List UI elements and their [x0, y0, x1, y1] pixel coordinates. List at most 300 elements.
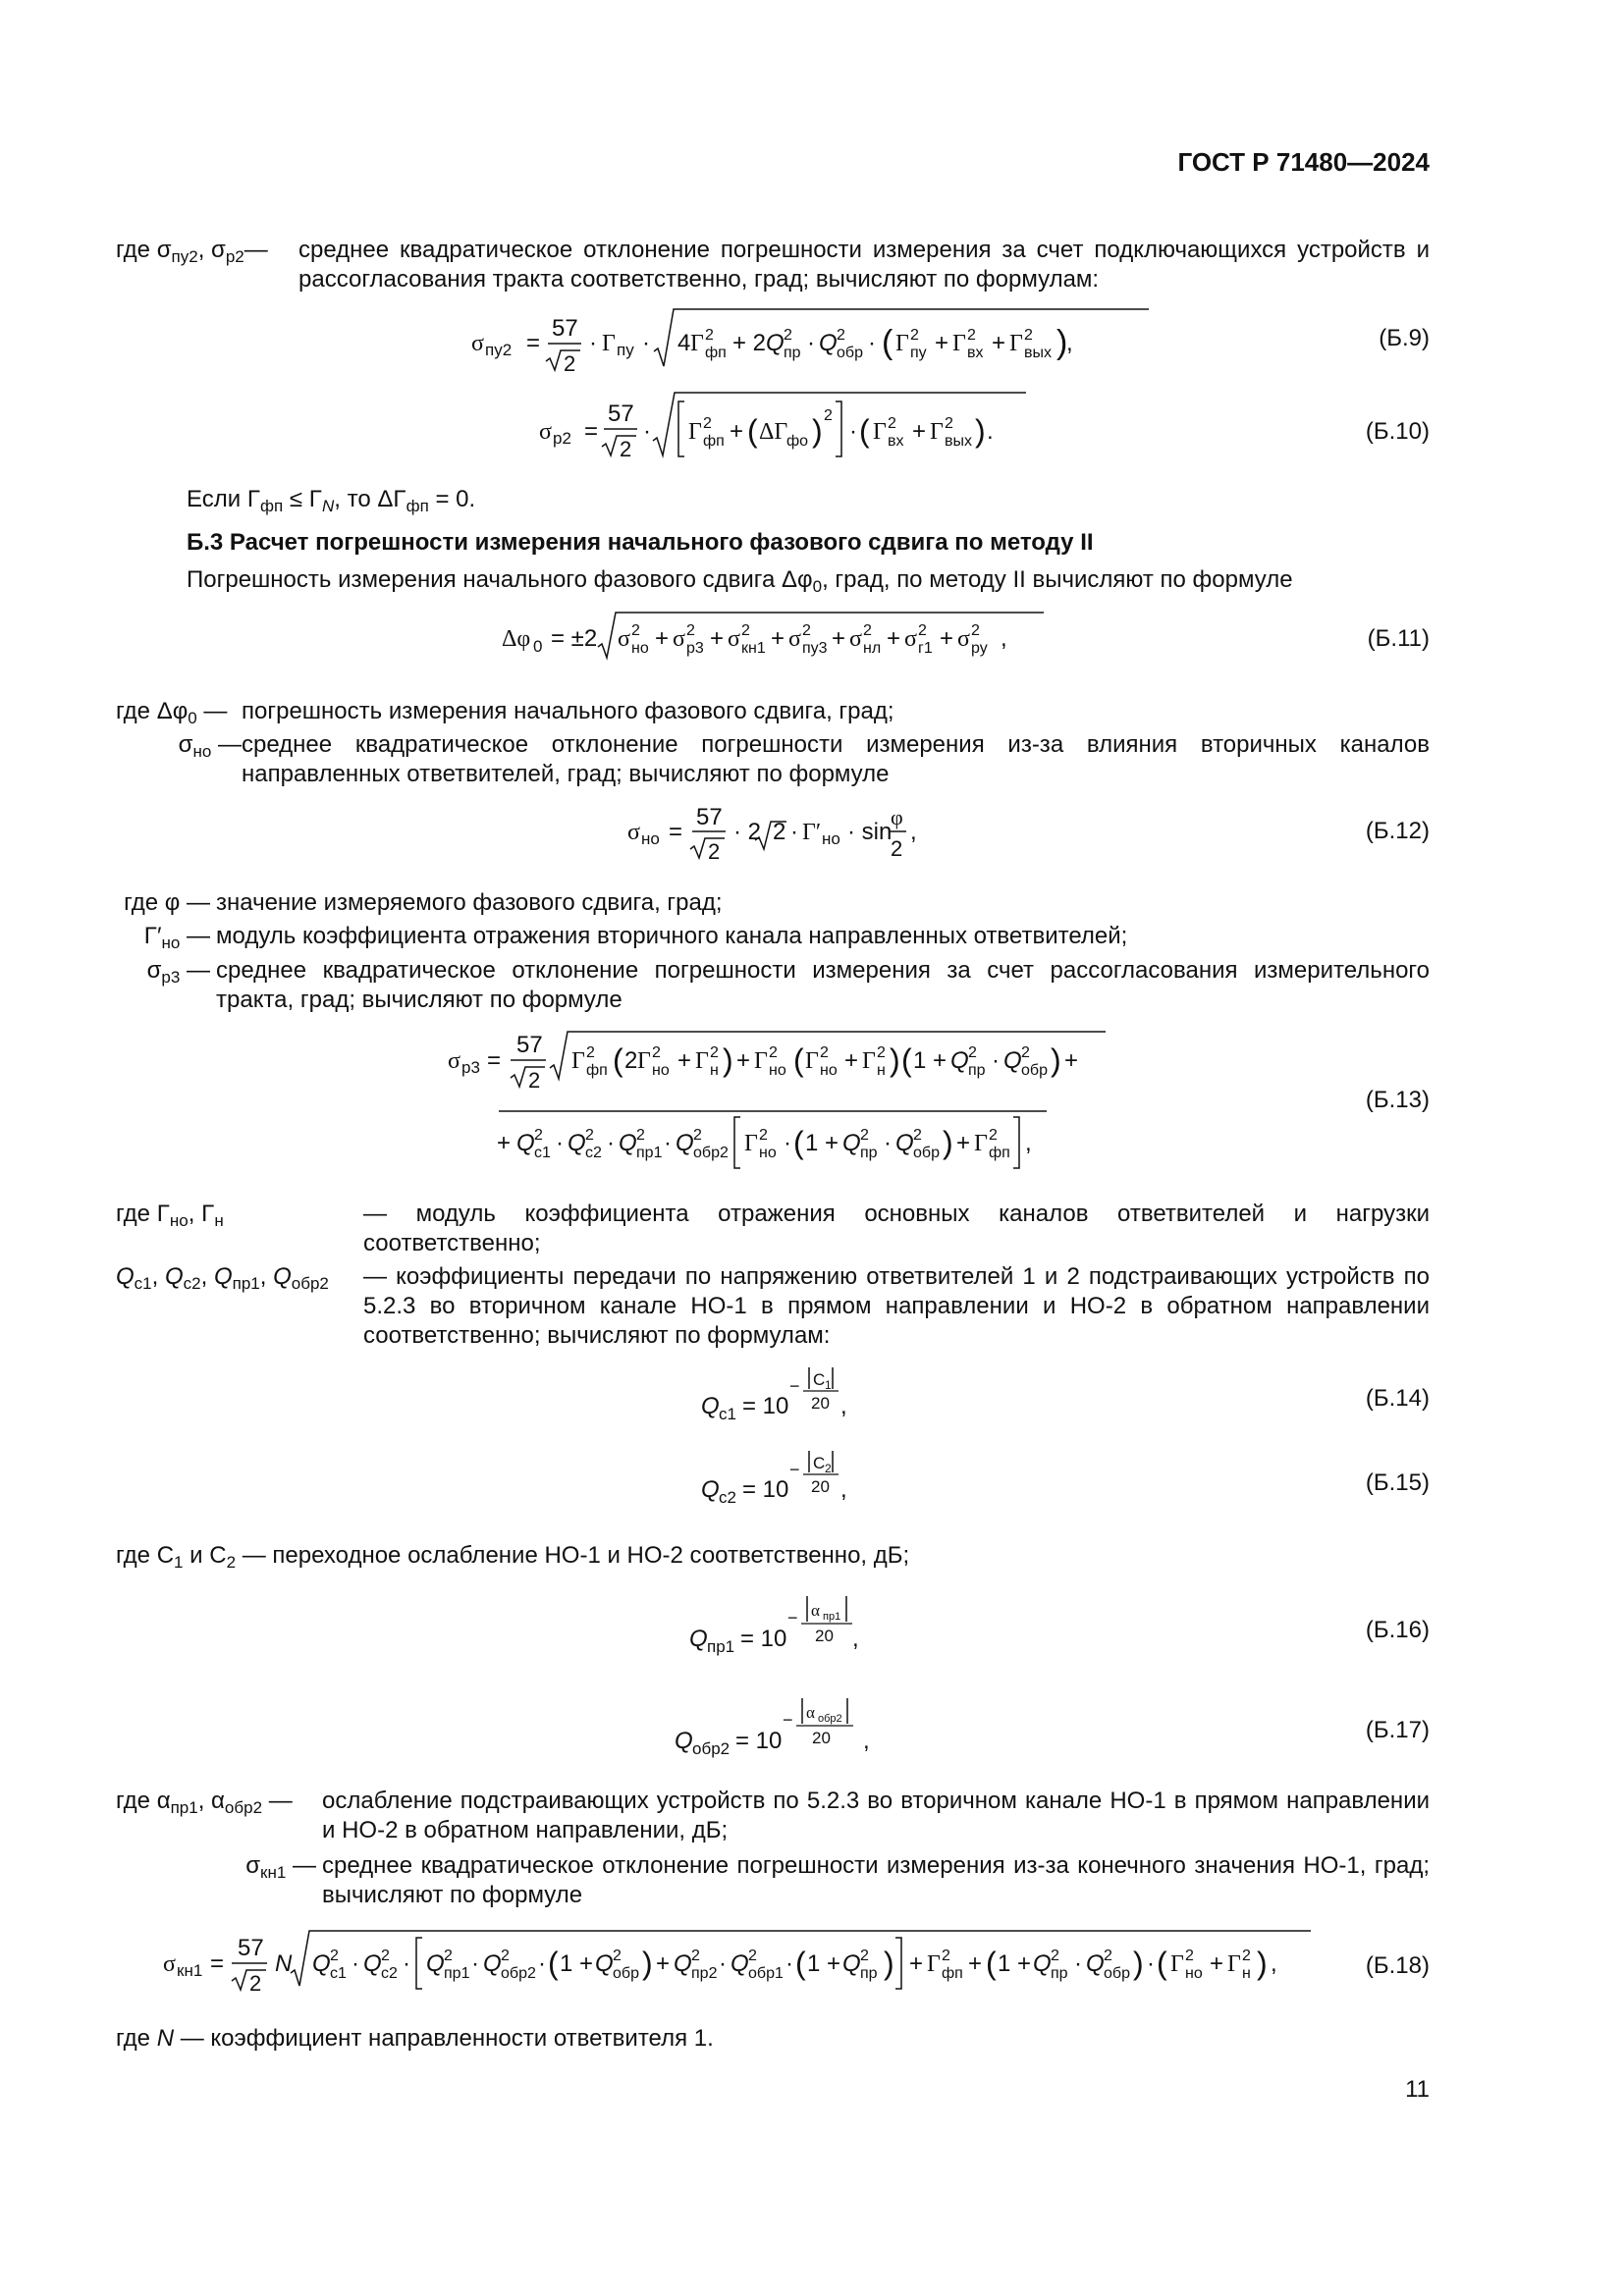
svg-text:Q: Q — [842, 1130, 861, 1156]
svg-text:,: , — [863, 1728, 870, 1754]
svg-text:2: 2 — [585, 1127, 594, 1144]
svg-text:σ: σ — [673, 626, 685, 652]
svg-text:): ) — [975, 413, 986, 449]
svg-text:Γ: Γ — [571, 1048, 585, 1074]
section-heading: Б.3 Расчет погрешности измерения начального фазового сдвига по методу II — [187, 529, 1094, 556]
svg-text:20: 20 — [811, 1394, 830, 1413]
svg-text:2: 2 — [564, 351, 576, 376]
svg-text:= 10: = 10 — [735, 1728, 783, 1754]
section-intro: Погрешность измерения начального фазового сдвига $\Delta\varphi_0$, град, по методу II вычисляют по формуле — [187, 566, 1293, 596]
svg-text:г1: г1 — [918, 640, 933, 657]
svg-text:·: · — [589, 330, 597, 356]
svg-text:пр1: пр1 — [636, 1145, 663, 1161]
svg-text:2: 2 — [705, 327, 714, 344]
svg-text:но: но — [759, 1145, 777, 1161]
svg-text:(: ( — [793, 1042, 804, 1078]
svg-text:+: + — [832, 625, 846, 652]
svg-text:2: 2 — [710, 1044, 719, 1061]
svg-text:Γ: Γ — [637, 1048, 651, 1074]
svg-text:пр1: пр1 — [444, 1965, 470, 1982]
definition-text: среднее квадратическое отклонение погрешности измерения из-за конечного значения НО-1, град; вычисляют по формуле — [322, 1852, 1430, 1908]
svg-text:+: + — [940, 625, 954, 652]
svg-text:2: 2 — [624, 1047, 638, 1074]
svg-text:= 10: = 10 — [742, 1476, 789, 1503]
svg-text:2: 2 — [942, 1948, 950, 1964]
svg-text:Q: Q — [675, 1728, 693, 1754]
svg-text:σ: σ — [163, 1951, 176, 1977]
svg-text:Q: Q — [568, 1130, 586, 1156]
svg-text:2: 2 — [586, 1044, 595, 1061]
condition-note: Если $\Gamma_{фп} \le \Gamma_N$, то $\Delta\Gamma_{фп} = 0$. — [187, 486, 476, 515]
svg-text:+ 2: + 2 — [732, 330, 767, 356]
svg-text:·: · — [643, 418, 651, 445]
svg-text:,: , — [852, 1626, 859, 1652]
svg-text:1: 1 — [825, 1378, 832, 1392]
svg-text:Γ: Γ — [688, 419, 702, 445]
svg-text:2: 2 — [945, 415, 953, 432]
svg-text:2: 2 — [860, 1948, 869, 1964]
svg-text:57: 57 — [238, 1935, 264, 1961]
formula-b16 — [687, 1582, 903, 1661]
svg-text:φ: φ — [891, 805, 903, 829]
svg-text:2: 2 — [330, 1948, 339, 1964]
svg-text:Q: Q — [516, 1130, 535, 1156]
svg-text:4: 4 — [677, 330, 691, 356]
svg-text:+: + — [710, 625, 725, 652]
svg-text:Q: Q — [842, 1950, 861, 1977]
svg-text:1 +: 1 + — [560, 1950, 594, 1977]
svg-text:+: + — [1210, 1950, 1224, 1977]
svg-text:пр: пр — [860, 1145, 878, 1161]
svg-text:2: 2 — [888, 415, 896, 432]
svg-text:пр: пр — [1051, 1965, 1068, 1982]
svg-text:σ: σ — [618, 626, 630, 652]
svg-text:,: , — [840, 1476, 847, 1503]
svg-text:C: C — [813, 1454, 826, 1472]
definition-text: — модуль коэффициента отражения основных каналов ответвителей и нагрузки соответственно; — [363, 1201, 1430, 1256]
svg-text:C: C — [813, 1370, 826, 1389]
svg-text:·: · — [1147, 1950, 1155, 1977]
svg-text:2: 2 — [686, 622, 695, 639]
svg-text:=: = — [210, 1950, 225, 1977]
definition-text: среднее квадратическое отклонение погрешности измерения за счет подключающихся устройств и рассогласования тракта соответственно, град; вычисляют по формулам: — [298, 237, 1430, 293]
svg-text:σ: σ — [849, 626, 862, 652]
svg-text:Q: Q — [426, 1950, 445, 1977]
svg-text:2: 2 — [741, 622, 750, 639]
svg-text:Γ: Γ — [1170, 1951, 1184, 1977]
definition-term: $\sigma_{р3}$ — — [146, 957, 210, 987]
svg-text:2: 2 — [703, 415, 712, 432]
svg-text:σ: σ — [627, 820, 640, 845]
svg-text:2: 2 — [1051, 1948, 1059, 1964]
svg-text:·: · — [868, 330, 876, 356]
svg-text:): ) — [890, 1042, 900, 1078]
svg-text:+: + — [935, 330, 949, 356]
svg-text:−: − — [783, 1710, 793, 1730]
svg-text:(: ( — [613, 1042, 623, 1078]
svg-text:(: ( — [882, 324, 893, 361]
svg-text:2: 2 — [918, 622, 927, 639]
svg-text:+: + — [655, 625, 670, 652]
svg-text:вых: вых — [1024, 345, 1052, 361]
svg-text:2: 2 — [631, 622, 640, 639]
svg-text:σ: σ — [957, 626, 970, 652]
svg-text:20: 20 — [811, 1477, 830, 1496]
svg-text:но: но — [822, 829, 840, 848]
svg-text:1 +: 1 + — [998, 1950, 1032, 1977]
svg-text:·: · — [642, 330, 650, 356]
svg-text:·: · — [785, 1950, 793, 1977]
svg-text:2: 2 — [773, 819, 786, 845]
svg-text:=: = — [584, 418, 599, 445]
svg-text:α: α — [806, 1703, 815, 1722]
svg-text:Γ: Γ — [602, 331, 616, 356]
formula-b12 — [623, 795, 947, 874]
svg-text:фо: фо — [786, 433, 809, 450]
svg-text:,: , — [1001, 625, 1007, 652]
svg-text:ру: ру — [971, 640, 988, 657]
svg-text:= ±2: = ±2 — [551, 625, 598, 652]
svg-text:Γ: Γ — [927, 1951, 941, 1977]
svg-text:р2: р2 — [553, 429, 571, 448]
svg-text:σ: σ — [788, 626, 801, 652]
svg-text:= 10: = 10 — [740, 1626, 787, 1652]
svg-text:): ) — [723, 1042, 733, 1078]
svg-text:+: + — [992, 330, 1006, 356]
equation-number: (Б.17) — [1365, 1717, 1430, 1743]
svg-text:+: + — [497, 1130, 512, 1156]
svg-text:кн1: кн1 — [741, 640, 766, 657]
svg-text:2: 2 — [1024, 327, 1033, 344]
svg-text:пр: пр — [968, 1062, 986, 1079]
svg-text:2: 2 — [1185, 1948, 1194, 1964]
definition-term: $\Gamma'_{но}$ — — [143, 923, 210, 952]
svg-text:+: + — [771, 625, 785, 652]
svg-text:с1: с1 — [534, 1145, 551, 1161]
svg-text:·: · — [538, 1950, 546, 1977]
definition-term: $\sigma_{но}$ — — [178, 731, 242, 761]
svg-text:Δφ: Δφ — [502, 626, 531, 652]
svg-text:−: − — [789, 1376, 800, 1396]
svg-text:2: 2 — [1242, 1948, 1251, 1964]
formula-b13 — [442, 1021, 1110, 1178]
svg-text:·: · — [992, 1047, 1000, 1074]
svg-text:но: но — [641, 829, 660, 848]
svg-text:1 +: 1 + — [807, 1950, 841, 1977]
svg-text:(: ( — [548, 1946, 559, 1981]
svg-text:обр: обр — [837, 345, 863, 361]
svg-text:N: N — [275, 1950, 293, 1977]
svg-text:Γ′: Γ′ — [802, 820, 822, 845]
svg-text:пу: пу — [910, 345, 927, 361]
svg-text:57: 57 — [552, 315, 578, 342]
svg-text:Q: Q — [950, 1047, 969, 1074]
svg-text:обр2: обр2 — [692, 1739, 731, 1758]
svg-text:пр2: пр2 — [691, 1965, 718, 1982]
svg-text:+: + — [656, 1950, 671, 1977]
svg-text:обр2: обр2 — [818, 1713, 842, 1725]
svg-text:): ) — [1051, 1042, 1061, 1078]
svg-text:·: · — [556, 1130, 564, 1156]
equation-number: (Б.9) — [1379, 325, 1430, 351]
svg-text:·: · — [607, 1130, 615, 1156]
svg-text:2: 2 — [652, 1044, 661, 1061]
svg-text:Q: Q — [674, 1950, 692, 1977]
svg-text:·: · — [1074, 1950, 1082, 1977]
svg-text:,: , — [1025, 1130, 1032, 1156]
svg-text:,: , — [1271, 1950, 1277, 1977]
svg-text:+: + — [968, 1950, 983, 1977]
svg-text:Q: Q — [619, 1130, 637, 1156]
formula-b11 — [496, 604, 1065, 672]
svg-text:но: но — [820, 1062, 838, 1079]
svg-text:фп: фп — [586, 1062, 608, 1079]
svg-text:α: α — [811, 1601, 820, 1620]
svg-text:Q: Q — [895, 1130, 914, 1156]
svg-text:·: · — [719, 1950, 727, 1977]
svg-text:вх: вх — [967, 345, 984, 361]
svg-text:пр: пр — [860, 1965, 878, 1982]
svg-text:+: + — [912, 418, 927, 445]
svg-text:2: 2 — [860, 1127, 869, 1144]
svg-text:· 2: · 2 — [733, 819, 762, 845]
svg-text:2: 2 — [989, 1127, 998, 1144]
svg-text:с2: с2 — [585, 1145, 602, 1161]
svg-text:Γ: Γ — [754, 1048, 768, 1074]
svg-text:57: 57 — [516, 1032, 543, 1058]
svg-text:·: · — [884, 1130, 892, 1156]
svg-text:Q: Q — [731, 1950, 749, 1977]
svg-text:·: · — [352, 1950, 359, 1977]
svg-text:2: 2 — [693, 1127, 702, 1144]
svg-text:Γ: Γ — [695, 1048, 709, 1074]
svg-text:=: = — [487, 1047, 502, 1074]
svg-text:+: + — [736, 1047, 751, 1074]
svg-text:): ) — [1056, 324, 1068, 361]
svg-text:1 +: 1 + — [805, 1130, 839, 1156]
svg-text:обр: обр — [913, 1145, 940, 1161]
svg-text:0: 0 — [533, 637, 543, 656]
svg-text:2: 2 — [837, 327, 845, 344]
svg-text:2: 2 — [1021, 1044, 1030, 1061]
svg-text:20: 20 — [815, 1627, 834, 1645]
svg-text:н: н — [1242, 1965, 1251, 1982]
svg-text:фп: фп — [703, 433, 725, 450]
svg-text:кн1: кн1 — [177, 1961, 203, 1980]
svg-text:но: но — [1185, 1965, 1203, 1982]
svg-text:2: 2 — [636, 1127, 645, 1144]
svg-text:Q: Q — [1033, 1950, 1052, 1977]
svg-text:σ: σ — [448, 1048, 460, 1074]
svg-text:): ) — [642, 1946, 653, 1981]
document-header: ГОСТ Р 71480—2024 — [1177, 147, 1430, 177]
svg-text:Γ: Γ — [895, 331, 909, 356]
svg-text:фп: фп — [989, 1145, 1010, 1161]
svg-text:2: 2 — [913, 1127, 922, 1144]
svg-text:=: = — [669, 819, 683, 845]
svg-text:2: 2 — [613, 1948, 622, 1964]
svg-text:·: · — [849, 418, 857, 445]
svg-text:2: 2 — [708, 839, 721, 864]
svg-text:2: 2 — [691, 1948, 700, 1964]
svg-text:2: 2 — [877, 1044, 886, 1061]
definition-line: где N — коэффициент направленности ответвителя 1. — [116, 2025, 714, 2052]
svg-text:σ: σ — [904, 626, 917, 652]
svg-text:2: 2 — [501, 1948, 510, 1964]
svg-text:2: 2 — [620, 437, 632, 461]
definition-text: — коэффициенты передачи по напряжению ответвителей 1 и 2 подстраивающих устройств по 5.2.3 во вторичном канале НО-1 в прямом направлении и НО-2 в обратном направлении соответственно; вычисляют по формулам: — [363, 1263, 1430, 1349]
svg-text:.: . — [987, 418, 994, 445]
svg-text:Γ: Γ — [1227, 1951, 1241, 1977]
svg-text:1 +: 1 + — [913, 1047, 947, 1074]
svg-text:Q: Q — [1003, 1047, 1022, 1074]
svg-text:·: · — [664, 1130, 672, 1156]
svg-text:пр: пр — [784, 345, 801, 361]
svg-text:+: + — [844, 1047, 859, 1074]
svg-text:н: н — [877, 1062, 886, 1079]
svg-text:н: н — [710, 1062, 719, 1079]
definition-text: значение измеряемого фазового сдвига, град; — [216, 889, 723, 916]
svg-text:2: 2 — [968, 1044, 977, 1061]
svg-text:Γ: Γ — [690, 331, 704, 356]
svg-text:+: + — [730, 418, 744, 445]
equation-number: (Б.15) — [1365, 1469, 1430, 1496]
svg-text:2: 2 — [967, 327, 976, 344]
formula-b10 — [535, 388, 1026, 466]
definition-term: где $\Delta\varphi_0$ — — [116, 698, 228, 727]
svg-text:Γ: Γ — [862, 1048, 876, 1074]
svg-text:Γ: Γ — [930, 419, 944, 445]
svg-text:+: + — [1064, 1047, 1079, 1074]
svg-text:обр1: обр1 — [748, 1965, 784, 1982]
svg-text:с1: с1 — [719, 1405, 736, 1423]
svg-text:но: но — [652, 1062, 670, 1079]
definition-term: где $\alpha_{пр1}$, $\alpha_{обр2}$ — — [116, 1788, 293, 1817]
svg-text:2: 2 — [748, 1948, 757, 1964]
svg-text:вых: вых — [945, 433, 972, 450]
svg-text:2: 2 — [759, 1127, 768, 1144]
svg-text:2: 2 — [528, 1068, 541, 1093]
svg-text:20: 20 — [812, 1729, 831, 1747]
svg-text:обр2: обр2 — [693, 1145, 729, 1161]
svg-text:Q: Q — [312, 1950, 331, 1977]
definition-text: модуль коэффициента отражения вторичного канала направленных ответвителей; — [216, 923, 1128, 949]
svg-text:р3: р3 — [461, 1058, 480, 1077]
svg-text:−: − — [787, 1608, 798, 1628]
svg-text:σ: σ — [728, 626, 740, 652]
svg-text:Γ: Γ — [1009, 331, 1023, 356]
svg-text:,: , — [840, 1393, 847, 1419]
svg-text:пу: пу — [617, 341, 634, 359]
equation-number: (Б.10) — [1365, 418, 1430, 445]
svg-text:2: 2 — [381, 1948, 390, 1964]
svg-text:фп: фп — [942, 1965, 963, 1982]
svg-text:фп: фп — [705, 345, 727, 361]
svg-text:): ) — [884, 1946, 894, 1981]
svg-text:2: 2 — [971, 622, 980, 639]
svg-text:+: + — [887, 625, 901, 652]
svg-text:2: 2 — [820, 1044, 829, 1061]
svg-text:пу3: пу3 — [802, 640, 828, 657]
svg-text:вх: вх — [888, 433, 904, 450]
formula-b9 — [461, 294, 1149, 383]
svg-text:обр: обр — [1021, 1062, 1048, 1079]
svg-text:2: 2 — [769, 1044, 778, 1061]
svg-text:· sin: · sin — [847, 819, 893, 845]
svg-text:2: 2 — [863, 622, 872, 639]
svg-text:·: · — [807, 330, 815, 356]
svg-text:Q: Q — [701, 1393, 720, 1419]
definition-line: где $С_1$ и $С_2$ — переходное ослабление НО-1 и НО-2 соответственно, дБ; — [116, 1542, 910, 1572]
svg-text:но: но — [631, 640, 649, 657]
svg-text:2: 2 — [784, 327, 792, 344]
svg-text:·: · — [471, 1950, 479, 1977]
equation-number: (Б.16) — [1365, 1617, 1430, 1643]
formula-b14 — [697, 1360, 874, 1428]
svg-text:+: + — [677, 1047, 692, 1074]
svg-text:(: ( — [795, 1946, 806, 1981]
svg-text:ΔΓ: ΔΓ — [759, 419, 788, 445]
definition-term: где $\Gamma_{но}$, $\Gamma_н$ — [116, 1201, 224, 1230]
definition-text: среднее квадратическое отклонение погрешности измерения из-за влияния вторичных каналов направленных ответвителей, град; вычисляют по формуле — [242, 731, 1430, 787]
svg-text:(: ( — [901, 1042, 912, 1078]
svg-text:Q: Q — [689, 1626, 708, 1652]
formula-b18 — [157, 1924, 1316, 2002]
svg-text:·: · — [403, 1950, 410, 1977]
svg-text:σ: σ — [471, 331, 484, 356]
svg-text:Q: Q — [595, 1950, 614, 1977]
svg-text:2: 2 — [910, 327, 919, 344]
svg-text:р3: р3 — [686, 640, 704, 657]
svg-text:пр1: пр1 — [823, 1611, 841, 1623]
svg-text:обр: обр — [613, 1965, 639, 1982]
svg-text:Γ: Γ — [952, 331, 966, 356]
page-number: 11 — [1405, 2076, 1430, 2103]
svg-text:−: − — [789, 1460, 800, 1479]
definition-term: где φ — — [124, 889, 210, 916]
svg-text:=: = — [526, 330, 541, 356]
svg-text:2: 2 — [802, 622, 811, 639]
definition-text: погрешность измерения начального фазового сдвига, град; — [242, 698, 894, 724]
svg-text:нл: нл — [863, 640, 882, 657]
svg-text:Γ: Γ — [805, 1048, 819, 1074]
equation-number: (Б.13) — [1365, 1087, 1430, 1113]
svg-text:σ: σ — [539, 419, 552, 445]
svg-text:,: , — [910, 819, 917, 845]
svg-text:Q: Q — [701, 1476, 720, 1503]
svg-text:обр2: обр2 — [501, 1965, 536, 1982]
definition-text: ослабление подстраивающих устройств по 5.2.3 во вторичном канале НО-1 в прямом направлении и НО-2 в обратном направлении, дБ; — [322, 1788, 1430, 1843]
equation-number: (Б.11) — [1367, 625, 1430, 652]
svg-text:пу2: пу2 — [485, 341, 513, 359]
svg-text:Γ: Γ — [873, 419, 887, 445]
svg-text:Q: Q — [819, 330, 838, 356]
svg-text:(: ( — [793, 1125, 804, 1160]
svg-text:): ) — [1133, 1946, 1144, 1981]
equation-number: (Б.12) — [1365, 818, 1430, 844]
svg-text:2: 2 — [824, 407, 833, 424]
svg-text:Q: Q — [363, 1950, 382, 1977]
svg-text:2: 2 — [825, 1462, 832, 1475]
svg-text:+: + — [909, 1950, 924, 1977]
svg-text:(: ( — [986, 1946, 997, 1981]
svg-text:Q: Q — [1086, 1950, 1105, 1977]
svg-text:пр1: пр1 — [707, 1637, 735, 1656]
svg-text:с1: с1 — [330, 1965, 347, 1982]
equation-number: (Б.18) — [1365, 1952, 1430, 1979]
svg-text:2: 2 — [534, 1127, 543, 1144]
svg-text:+: + — [956, 1130, 971, 1156]
